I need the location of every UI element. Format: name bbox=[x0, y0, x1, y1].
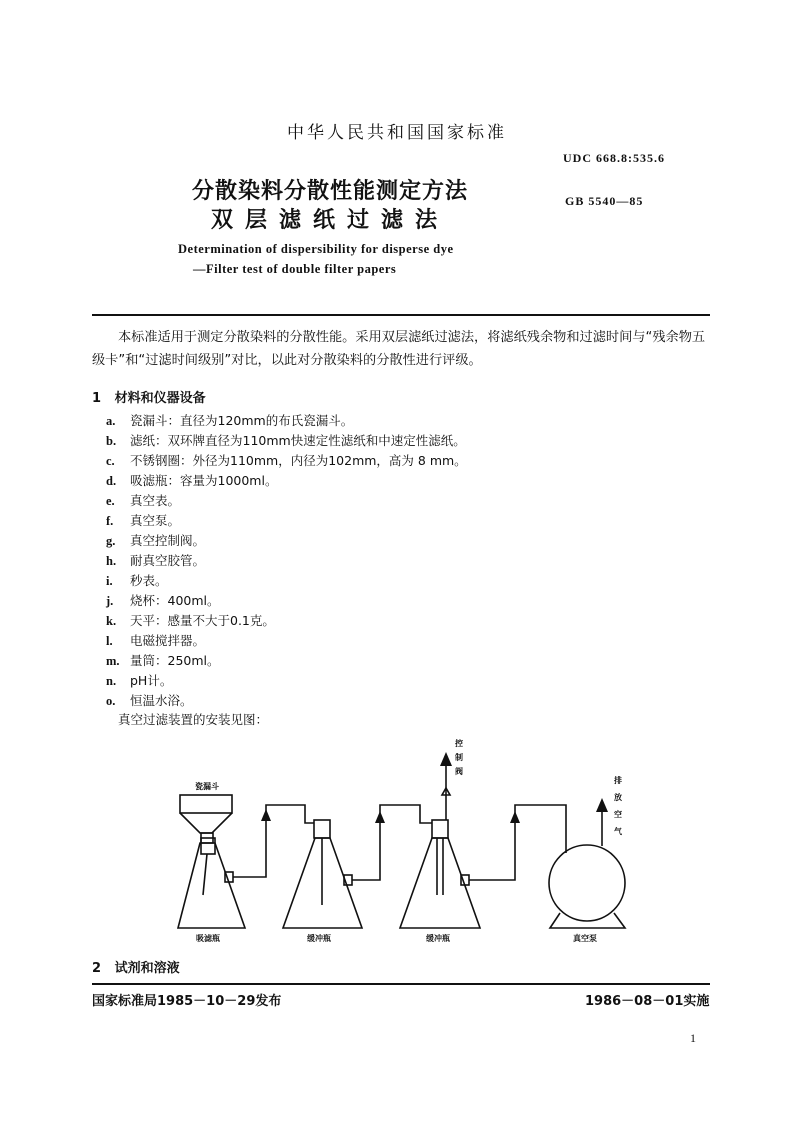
flow-arrow-icon bbox=[261, 809, 271, 821]
effective-date: 1986－08－01实施 bbox=[585, 994, 710, 1009]
flow-arrow-icon bbox=[510, 811, 520, 823]
valve-label-char: 制 bbox=[455, 753, 463, 762]
item-text: 恒温水浴。 bbox=[130, 693, 193, 708]
item-text: 量筒：250ml。 bbox=[130, 653, 220, 668]
list-item bbox=[106, 671, 172, 691]
item-text: 耐真空胶管。 bbox=[130, 553, 206, 568]
item-text: 瓷漏斗：直径为120mm的布氏瓷漏斗。 bbox=[130, 413, 354, 428]
buffer-stopper-2 bbox=[432, 820, 448, 838]
item-text: 真空泵。 bbox=[130, 513, 181, 528]
hose-1 bbox=[233, 805, 314, 877]
udc-code: UDC 668.8:535.6 bbox=[563, 151, 665, 165]
gb-code: GB 5540—85 bbox=[565, 194, 644, 208]
funnel-label: 瓷漏斗 bbox=[195, 782, 219, 791]
caption-vacuum-pump: 真空泵 bbox=[573, 934, 597, 943]
hose-2 bbox=[352, 805, 432, 880]
item-letter: e. bbox=[106, 494, 115, 508]
funnel-cone bbox=[180, 813, 232, 833]
exhaust-label-char: 空 bbox=[614, 810, 622, 819]
title-line-1: 分散染料分散性能测定方法 bbox=[191, 179, 468, 204]
item-letter: k. bbox=[106, 614, 117, 628]
item-letter: o. bbox=[106, 694, 116, 708]
list-item bbox=[106, 631, 205, 651]
header-rule bbox=[92, 314, 710, 316]
item-text: 秒表。 bbox=[130, 573, 168, 588]
item-letter: l. bbox=[106, 634, 113, 648]
item-letter: h. bbox=[106, 554, 117, 568]
vacuum-pump bbox=[549, 845, 625, 921]
item-text: 天平：感量不大于0.1克。 bbox=[130, 613, 275, 628]
item-text: 真空表。 bbox=[130, 493, 181, 508]
title-line-2: 双层滤纸过滤法 bbox=[210, 208, 449, 233]
item-letter: d. bbox=[106, 474, 117, 488]
page-number: 1 bbox=[690, 1031, 696, 1045]
list-item bbox=[106, 571, 168, 591]
list-item bbox=[106, 511, 180, 531]
funnel-stem bbox=[203, 854, 207, 895]
item-text: 吸滤瓶：容量为1000ml。 bbox=[130, 473, 278, 488]
list-item bbox=[106, 431, 466, 451]
footer-rule bbox=[92, 983, 710, 985]
list-item bbox=[106, 491, 180, 511]
item-letter: c. bbox=[106, 454, 115, 468]
item-letter: b. bbox=[106, 434, 117, 448]
up-arrow-icon bbox=[440, 752, 452, 766]
caption-suction-flask: 吸滤瓶 bbox=[196, 934, 220, 943]
suction-flask bbox=[178, 843, 245, 928]
vacuum-filtration-diagram bbox=[0, 730, 794, 955]
intro-paragraph: 本标准适用于测定分散染料的分散性能。采用双层滤纸过滤法，将滤纸残余物和过滤时间与“残余物五级卡”和“过滤时间级别”对比，以此对分散染料的分散性进行评级。 bbox=[92, 330, 706, 368]
list-item bbox=[106, 691, 193, 711]
item-letter: n. bbox=[106, 674, 117, 688]
exhaust-label-char: 气 bbox=[614, 827, 622, 836]
figure-note: 真空过滤装置的安装见图： bbox=[118, 712, 269, 727]
issue-date: 国家标准局1985－10－29发布 bbox=[92, 994, 282, 1009]
section-1-title: 材料和仪器设备 bbox=[114, 391, 206, 406]
list-item bbox=[106, 591, 220, 611]
list-item bbox=[106, 411, 353, 431]
standard-org-header: 中华人民共和国国家标准 bbox=[287, 123, 507, 143]
list-item bbox=[106, 551, 205, 571]
section-1-number: 1 bbox=[92, 391, 102, 406]
exhaust-label-char: 放 bbox=[614, 793, 622, 802]
exhaust-label-char: 排 bbox=[614, 776, 622, 785]
item-letter: i. bbox=[106, 574, 113, 588]
english-title-line-1: Determination of dispersibility for disperse dye bbox=[178, 242, 454, 256]
item-text: 烧杯：400ml。 bbox=[130, 593, 220, 608]
item-letter: m. bbox=[106, 654, 120, 668]
list-item bbox=[106, 451, 467, 471]
item-letter: j. bbox=[106, 594, 114, 608]
list-item bbox=[106, 651, 220, 671]
valve-label-char: 阀 bbox=[455, 767, 463, 776]
caption-buffer-flask-1: 缓冲瓶 bbox=[307, 934, 331, 943]
buffer-stopper-1 bbox=[314, 820, 330, 838]
item-letter: f. bbox=[106, 514, 114, 528]
section-2-number: 2 bbox=[92, 961, 102, 976]
english-title-line-2: —Filter test of double filter papers bbox=[193, 262, 397, 276]
section-2-heading bbox=[92, 957, 180, 976]
item-text: 不锈钢圈：外径为110mm，内径为102mm，高为 8 mm。 bbox=[130, 453, 467, 468]
item-text: 滤纸：双环牌直径为110mm快速定性滤纸和中速定性滤纸。 bbox=[130, 433, 466, 448]
valve-label-char: 控 bbox=[455, 739, 463, 748]
buffer-flask-2 bbox=[400, 838, 480, 928]
item-text: 真空控制阀。 bbox=[130, 533, 206, 548]
list-item bbox=[106, 531, 205, 551]
caption-buffer-flask-2: 缓冲瓶 bbox=[426, 934, 450, 943]
section-2-title: 试剂和溶液 bbox=[114, 961, 180, 976]
item-letter: a. bbox=[106, 414, 116, 428]
item-text: pH计。 bbox=[130, 673, 173, 688]
list-item bbox=[106, 611, 275, 631]
porcelain-funnel bbox=[180, 795, 232, 813]
flow-arrow-icon bbox=[375, 811, 385, 823]
section-1-heading bbox=[92, 387, 206, 406]
item-letter: g. bbox=[106, 534, 116, 548]
item-text: 电磁搅拌器。 bbox=[130, 633, 206, 648]
list-item bbox=[106, 471, 277, 491]
up-arrow-icon bbox=[596, 798, 608, 812]
